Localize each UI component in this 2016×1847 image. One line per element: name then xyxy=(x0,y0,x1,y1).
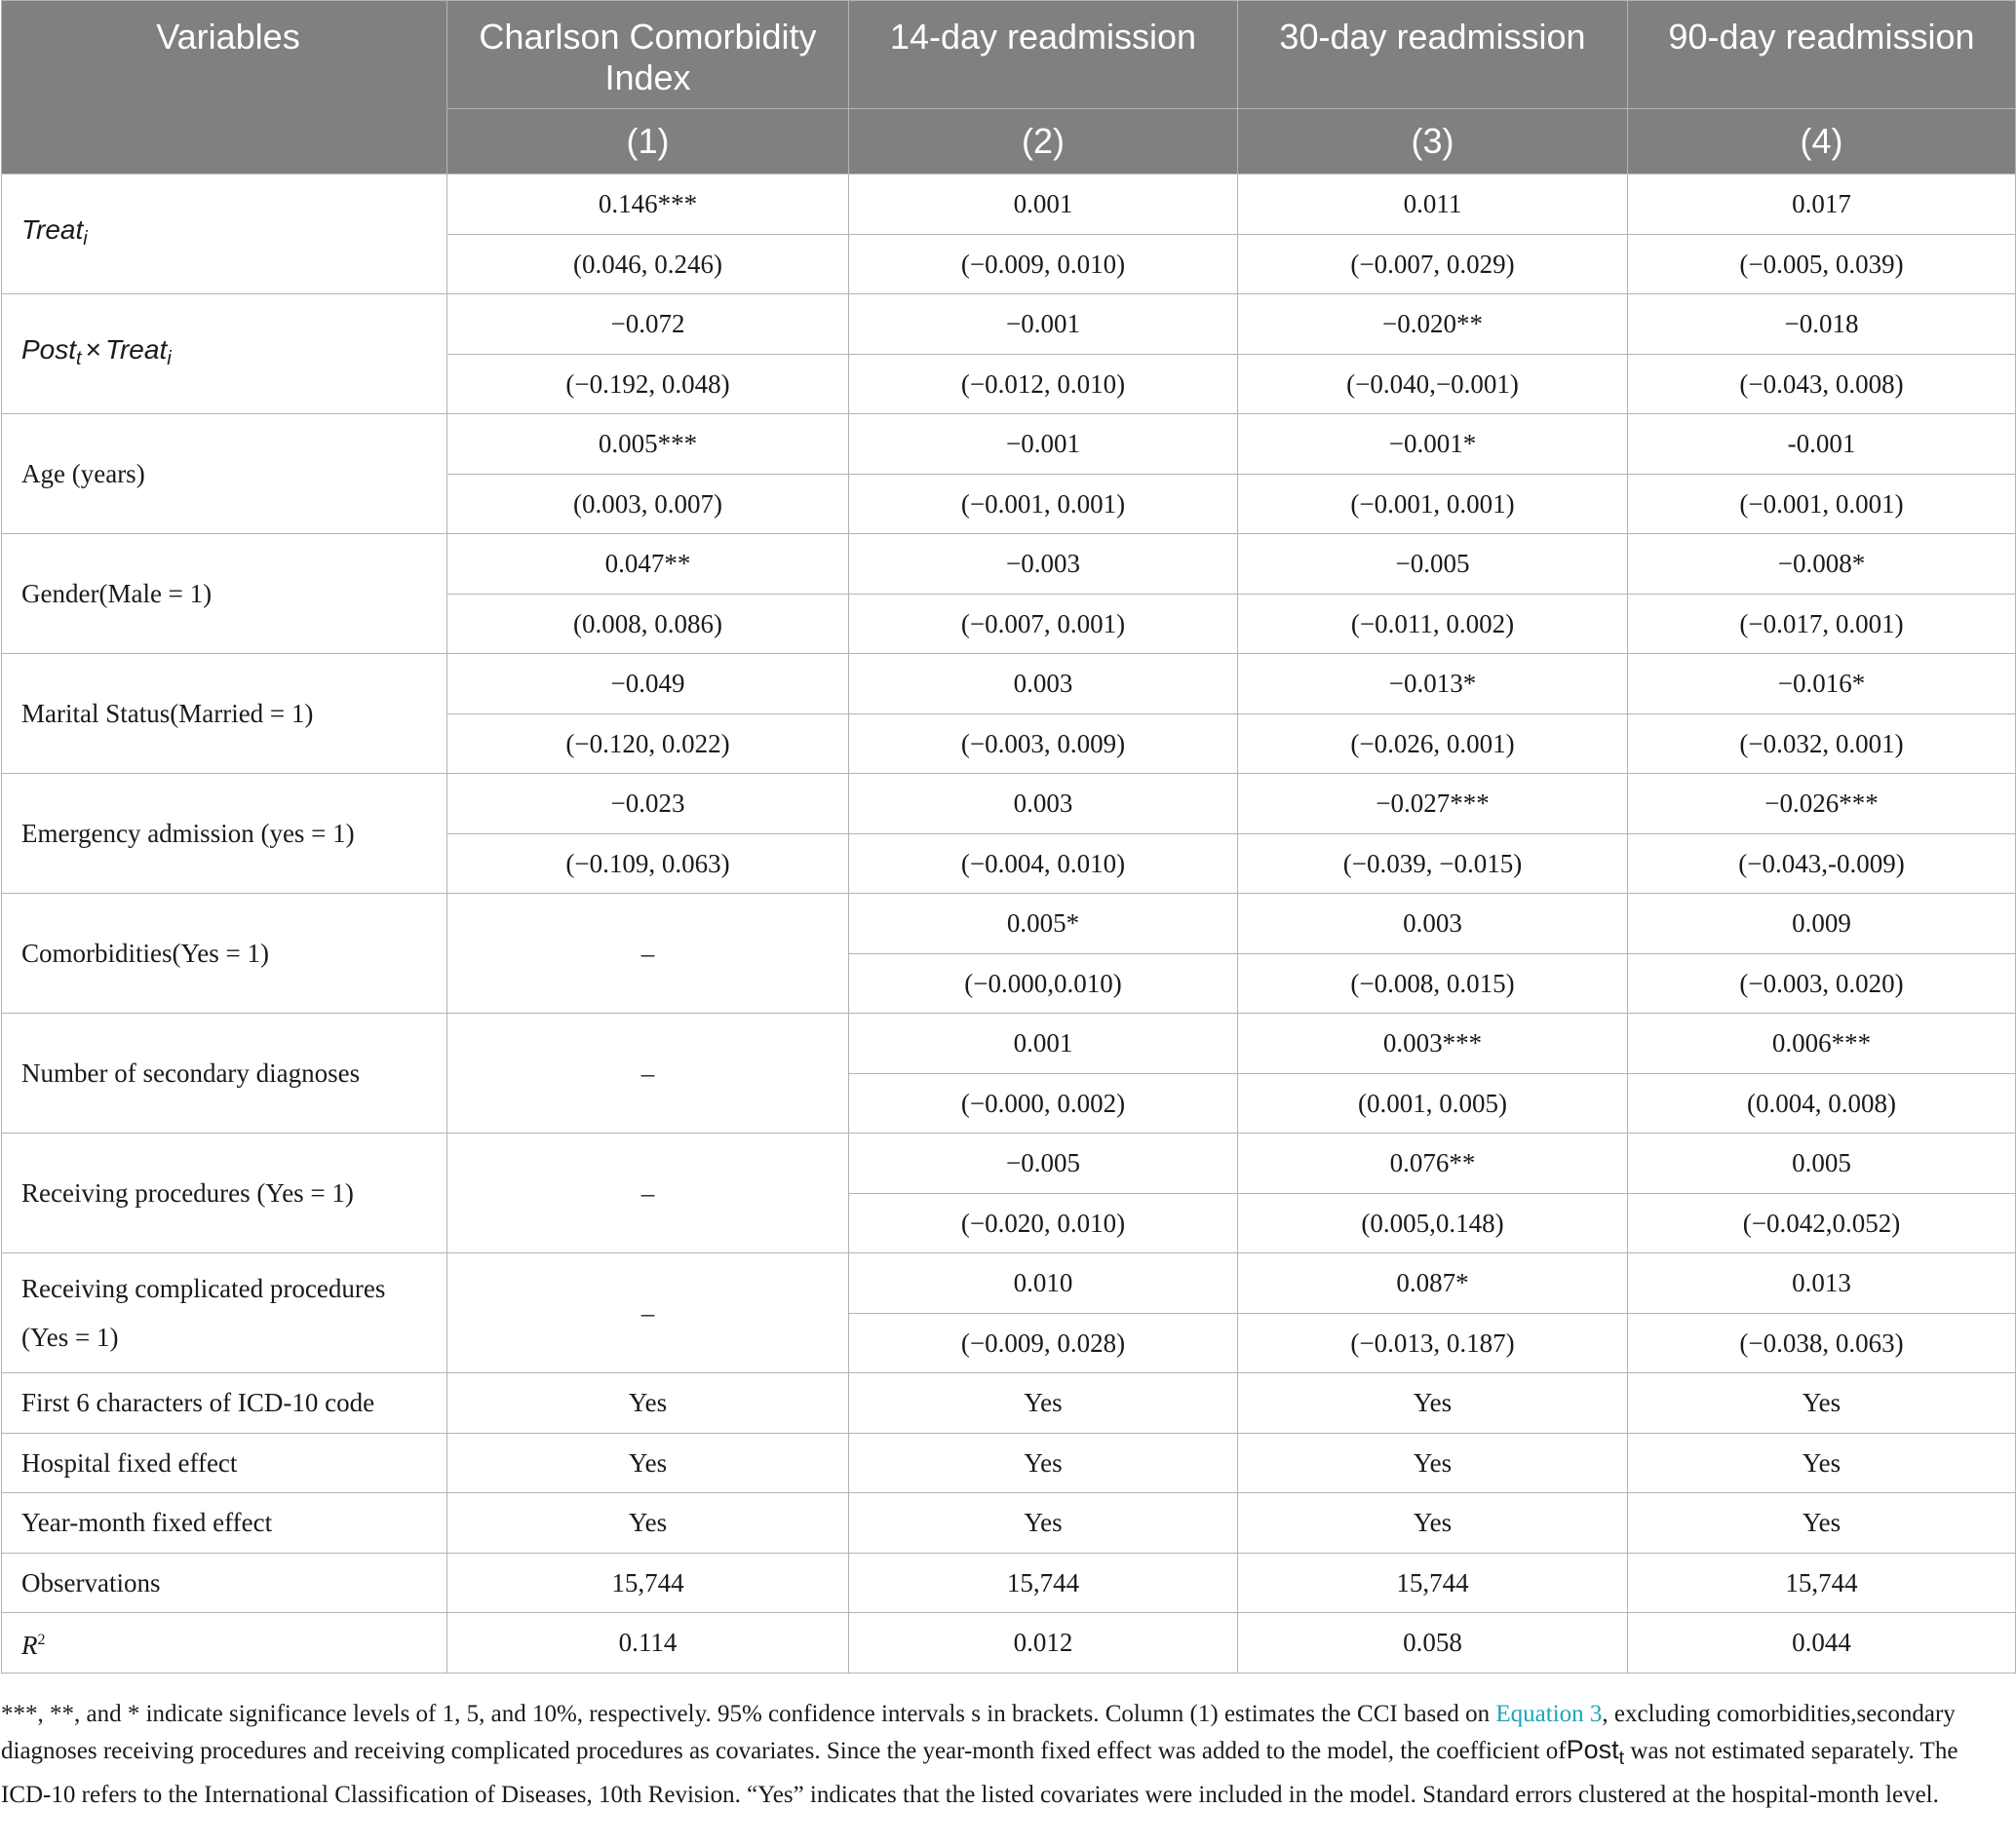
row-label-post-treat: Post$_t$ × Treat$_i$ xyxy=(2,294,447,414)
table-row xyxy=(2,1373,2016,1434)
row-label-icd: First 6 characters of ICD-10 code xyxy=(2,1373,447,1434)
ci-cell: (−0.007, 0.001) xyxy=(849,594,1238,654)
header-90day: 90-day readmission xyxy=(1628,1,2016,109)
table-row xyxy=(2,1433,2016,1493)
coef-cell: −0.003 xyxy=(849,534,1238,595)
ci-cell: (−0.017, 0.001) xyxy=(1628,594,2016,654)
ci-cell: (−0.042,0.052) xyxy=(1628,1193,2016,1253)
value-cell: Yes xyxy=(1238,1433,1628,1493)
coef-cell: 0.146*** xyxy=(447,174,849,235)
row-label-secondary-diagnoses: Number of secondary diagnoses xyxy=(2,1014,447,1134)
ci-cell: (−0.043,-0.009) xyxy=(1628,833,2016,894)
table-row xyxy=(2,1553,2016,1613)
header-number-4: (4) xyxy=(1628,109,2016,174)
ci-cell: (0.005,0.148) xyxy=(1238,1193,1628,1253)
ci-cell: (−0.026, 0.001) xyxy=(1238,713,1628,774)
header-30day: 30-day readmission xyxy=(1238,1,1628,109)
value-cell: 0.114 xyxy=(447,1613,849,1674)
coef-cell: 0.003*** xyxy=(1238,1014,1628,1074)
coef-cell: −0.008* xyxy=(1628,534,2016,595)
ci-cell: (−0.040,−0.001) xyxy=(1238,354,1628,414)
table-row xyxy=(2,1134,2016,1194)
row-label-complicated-procedures: Receiving complicated procedures (Yes = 1) xyxy=(2,1253,447,1373)
table-footnote: ***, **, and * indicate significance levels of 1, 5, and 10%, respectively. 95% confidence intervals s in brackets. Column (1) estimates the CCI based on Equation 3, excluding comorbidities,secondary diagnoses receiving procedures and receiving complicated procedures as covariates. Since the year-month fixed effect was added to the model, the coefficient ofPost$_t$ was not estimated separately. The ICD-10 refers to the International Classification of Diseases, 10th Revision. “Yes” indicates that the listed covariates were included in the model. Standard errors clustered at the hospital-month level. xyxy=(1,1701,1958,1808)
value-cell: Yes xyxy=(849,1373,1238,1434)
ci-cell: (0.004, 0.008) xyxy=(1628,1073,2016,1134)
coef-cell: −0.027*** xyxy=(1238,774,1628,834)
value-cell: Yes xyxy=(1628,1493,2016,1554)
value-cell: 15,744 xyxy=(849,1553,1238,1613)
coef-cell: −0.005 xyxy=(849,1134,1238,1194)
ci-cell: (−0.004, 0.010) xyxy=(849,833,1238,894)
row-label-marital: Marital Status(Married = 1) xyxy=(2,654,447,774)
empty-cell: – xyxy=(447,1253,849,1373)
ci-cell: (−0.020, 0.010) xyxy=(849,1193,1238,1253)
coef-cell: −0.072 xyxy=(447,294,849,355)
table-row xyxy=(2,894,2016,954)
table-row xyxy=(2,1014,2016,1074)
ci-cell: (−0.192, 0.048) xyxy=(447,354,849,414)
ci-cell: (−0.032, 0.001) xyxy=(1628,713,2016,774)
ci-cell: (−0.039, −0.015) xyxy=(1238,833,1628,894)
value-cell: Yes xyxy=(1628,1373,2016,1434)
coef-cell: -0.001 xyxy=(1628,414,2016,475)
coef-cell: 0.013 xyxy=(1628,1253,2016,1314)
row-label-treat: Treat$_i$ xyxy=(2,174,447,294)
coef-cell: −0.016* xyxy=(1628,654,2016,714)
coef-cell: −0.005 xyxy=(1238,534,1628,595)
table-header-row xyxy=(2,1,2016,109)
table-row xyxy=(2,1613,2016,1674)
row-label-emergency: Emergency admission (yes = 1) xyxy=(2,774,447,894)
ci-cell: (−0.009, 0.010) xyxy=(849,234,1238,294)
coef-cell: 0.005* xyxy=(849,894,1238,954)
empty-cell: – xyxy=(447,1014,849,1134)
value-cell: 15,744 xyxy=(447,1553,849,1613)
ci-cell: (−0.003, 0.020) xyxy=(1628,953,2016,1014)
equation-link[interactable]: Equation 3 xyxy=(1495,1701,1603,1727)
coef-cell: 0.010 xyxy=(849,1253,1238,1314)
row-label-r-squared: $R^2$ xyxy=(2,1613,447,1674)
ci-cell: (−0.003, 0.009) xyxy=(849,713,1238,774)
ci-cell: (−0.005, 0.039) xyxy=(1628,234,2016,294)
coef-cell: 0.011 xyxy=(1238,174,1628,235)
ci-cell: (−0.000,0.010) xyxy=(849,953,1238,1014)
ci-cell: (0.008, 0.086) xyxy=(447,594,849,654)
table-row xyxy=(2,1493,2016,1554)
value-cell: 0.012 xyxy=(849,1613,1238,1674)
coef-cell: −0.023 xyxy=(447,774,849,834)
table-row xyxy=(2,174,2016,235)
ci-cell: (−0.001, 0.001) xyxy=(849,474,1238,534)
header-number-2: (2) xyxy=(849,109,1238,174)
coef-cell: −0.018 xyxy=(1628,294,2016,355)
table-row xyxy=(2,654,2016,714)
row-label-observations: Observations xyxy=(2,1553,447,1613)
coef-cell: 0.087* xyxy=(1238,1253,1628,1314)
ci-cell: (−0.001, 0.001) xyxy=(1628,474,2016,534)
coef-cell: 0.003 xyxy=(1238,894,1628,954)
value-cell: Yes xyxy=(447,1493,849,1554)
value-cell: Yes xyxy=(849,1493,1238,1554)
ci-cell: (−0.043, 0.008) xyxy=(1628,354,2016,414)
coef-cell: −0.001 xyxy=(849,414,1238,475)
coef-cell: 0.003 xyxy=(849,774,1238,834)
coef-cell: −0.001 xyxy=(849,294,1238,355)
ci-cell: (−0.011, 0.002) xyxy=(1238,594,1628,654)
coef-cell: 0.017 xyxy=(1628,174,2016,235)
table-row xyxy=(2,774,2016,834)
value-cell: 15,744 xyxy=(1238,1553,1628,1613)
table-row xyxy=(2,294,2016,355)
table-row xyxy=(2,1253,2016,1314)
ci-cell: (−0.001, 0.001) xyxy=(1238,474,1628,534)
ci-cell: (0.001, 0.005) xyxy=(1238,1073,1628,1134)
ci-cell: (−0.012, 0.010) xyxy=(849,354,1238,414)
coef-cell: 0.047** xyxy=(447,534,849,595)
value-cell: Yes xyxy=(447,1373,849,1434)
regression-table xyxy=(1,0,2016,1674)
row-label-age: Age (years) xyxy=(2,414,447,534)
header-number-1: (1) xyxy=(447,109,849,174)
ci-cell: (0.046, 0.246) xyxy=(447,234,849,294)
coef-cell: −0.020** xyxy=(1238,294,1628,355)
value-cell: Yes xyxy=(1238,1373,1628,1434)
empty-cell: – xyxy=(447,894,849,1014)
empty-cell: – xyxy=(447,1134,849,1253)
coef-cell: −0.013* xyxy=(1238,654,1628,714)
header-cci: Charlson Comorbidity Index xyxy=(447,1,849,109)
value-cell: Yes xyxy=(447,1433,849,1493)
row-label-gender: Gender(Male = 1) xyxy=(2,534,447,654)
ci-cell: (−0.007, 0.029) xyxy=(1238,234,1628,294)
ci-cell: (−0.120, 0.022) xyxy=(447,713,849,774)
coef-cell: −0.001* xyxy=(1238,414,1628,475)
value-cell: 0.044 xyxy=(1628,1613,2016,1674)
value-cell: Yes xyxy=(1238,1493,1628,1554)
row-label-year-month-fe: Year-month fixed effect xyxy=(2,1493,447,1554)
coef-cell: −0.049 xyxy=(447,654,849,714)
value-cell: Yes xyxy=(1628,1433,2016,1493)
coef-cell: 0.006*** xyxy=(1628,1014,2016,1074)
ci-cell: (−0.109, 0.063) xyxy=(447,833,849,894)
coef-cell: −0.026*** xyxy=(1628,774,2016,834)
coef-cell: 0.009 xyxy=(1628,894,2016,954)
ci-cell: (−0.008, 0.015) xyxy=(1238,953,1628,1014)
coef-cell: 0.005 xyxy=(1628,1134,2016,1194)
row-label-procedures: Receiving procedures (Yes = 1) xyxy=(2,1134,447,1253)
row-label-hospital-fe: Hospital fixed effect xyxy=(2,1433,447,1493)
ci-cell: (−0.013, 0.187) xyxy=(1238,1313,1628,1373)
row-label-comorbidities: Comorbidities(Yes = 1) xyxy=(2,894,447,1014)
table-row xyxy=(2,414,2016,475)
header-number-3: (3) xyxy=(1238,109,1628,174)
coef-cell: 0.001 xyxy=(849,1014,1238,1074)
value-cell: Yes xyxy=(849,1433,1238,1493)
coef-cell: 0.076** xyxy=(1238,1134,1628,1194)
ci-cell: (−0.000, 0.002) xyxy=(849,1073,1238,1134)
table-row xyxy=(2,534,2016,595)
coef-cell: 0.003 xyxy=(849,654,1238,714)
ci-cell: (0.003, 0.007) xyxy=(447,474,849,534)
header-14day: 14-day readmission xyxy=(849,1,1238,109)
coef-cell: 0.005*** xyxy=(447,414,849,475)
ci-cell: (−0.009, 0.028) xyxy=(849,1313,1238,1373)
coef-cell: 0.001 xyxy=(849,174,1238,235)
header-variables: Variables xyxy=(2,1,447,174)
value-cell: 0.058 xyxy=(1238,1613,1628,1674)
ci-cell: (−0.038, 0.063) xyxy=(1628,1313,2016,1373)
value-cell: 15,744 xyxy=(1628,1553,2016,1613)
